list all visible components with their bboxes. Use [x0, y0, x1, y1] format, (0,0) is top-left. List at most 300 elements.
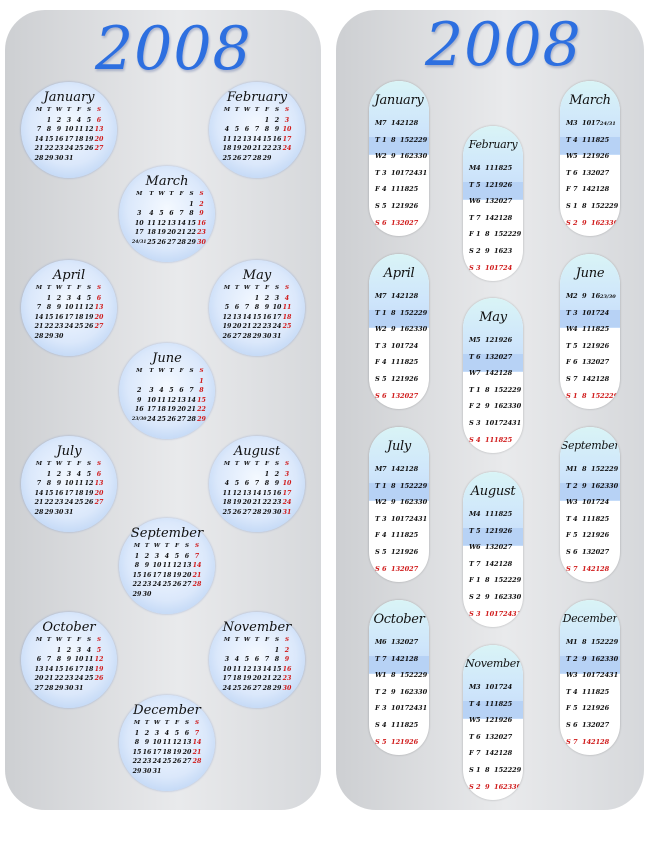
day-cell: 25 [409, 721, 419, 729]
month-name: December [133, 703, 201, 718]
day-cell: 18 [222, 145, 232, 152]
weekday-label: T [566, 654, 571, 663]
month-name: July [56, 444, 82, 459]
day-cell: 14 [187, 396, 196, 404]
day-cell: 14 [485, 559, 495, 568]
day-cell: 3 [284, 116, 290, 124]
day-cell: 30 [142, 590, 152, 598]
day-cell: 14 [582, 564, 592, 573]
day-cell: 23 [197, 229, 206, 236]
day-cell: 18 [400, 358, 410, 367]
weekday-row [375, 185, 418, 193]
day-cell: 19 [232, 145, 242, 152]
day-cell: 29 [272, 684, 282, 692]
weekday-label: M [136, 191, 143, 197]
day-cell: 10 [272, 304, 282, 311]
day-cell: 9 [391, 687, 396, 696]
day-cell: 18 [494, 699, 504, 708]
month-name: November [222, 620, 292, 635]
weekday-label: F [375, 358, 380, 367]
day-cell: 6 [96, 294, 102, 302]
day-cell: 16 [400, 687, 410, 696]
weekday-label: W [566, 325, 574, 334]
day-cell: 21 [400, 465, 410, 473]
day-cell: 22 [252, 323, 262, 330]
day-cell: 13 [167, 219, 176, 227]
weekday-label: S [86, 107, 92, 113]
weekday-label: W [55, 285, 63, 291]
weekday-label: T [234, 637, 240, 643]
day-cell: 12 [242, 665, 252, 673]
day-cell: 24 [282, 145, 292, 152]
weekday-label: T [234, 285, 240, 291]
day-cell: 21 [252, 499, 262, 506]
day-cell: 1 [264, 116, 270, 124]
day-cell [182, 767, 192, 777]
weekday-row [566, 375, 609, 383]
day-cell: 2 [199, 200, 204, 208]
day-cell: 2 [382, 325, 387, 334]
day-cell: 30 [54, 508, 64, 516]
day-cell: 30 [418, 325, 428, 334]
day-cell [74, 154, 84, 164]
day-cell: 4 [76, 116, 82, 124]
day-cell: 15 [252, 313, 262, 321]
weekday-row [469, 230, 521, 238]
day-cell: 3 [154, 552, 160, 560]
day-cell: 14 [582, 185, 592, 194]
weekday-row [375, 152, 427, 160]
weekday-label: W [55, 107, 63, 113]
month-name: June [575, 266, 605, 281]
day-cell [176, 200, 186, 210]
day-cell: 16 [262, 313, 272, 321]
day-cell: 7 [264, 656, 270, 663]
weekday-label: F [375, 531, 380, 540]
day-cell: 12 [391, 737, 401, 746]
day-cell: 23 [503, 402, 513, 411]
day-cell: 18 [162, 748, 172, 756]
day-cell: 23 [142, 581, 152, 588]
weekday-row [469, 353, 512, 361]
day-cell: 16 [591, 292, 601, 300]
day-cell: 5 [573, 152, 578, 161]
weekday-label: S [566, 375, 571, 383]
weekday-label: W [469, 543, 477, 552]
day-cell: 26 [222, 332, 232, 340]
day-cell: 6 [476, 197, 481, 206]
day-cell: 21 [242, 323, 252, 330]
day-cell: 1 [46, 116, 52, 124]
day-cell: 12 [485, 336, 495, 344]
day-cell: 13 [177, 396, 186, 404]
weekday-label: S [274, 107, 280, 113]
weekday-label: S [284, 637, 290, 643]
weekday-label: F [566, 185, 571, 194]
day-cell [252, 470, 262, 480]
day-cell: 21 [400, 654, 410, 663]
weekday-label: M [469, 336, 477, 344]
day-cell: 12 [582, 341, 592, 350]
day-cell: 23 [600, 654, 610, 663]
day-cell: 12 [582, 704, 592, 713]
day-cell [64, 332, 74, 342]
weekday-label: M [223, 637, 231, 643]
weekday-label: S [86, 285, 92, 291]
day-cell: 8 [485, 766, 490, 774]
day-cell: 29 [262, 154, 272, 162]
day-cell: 29 [197, 415, 206, 423]
weekday-label: M [566, 638, 574, 646]
weekday-label: T [164, 543, 170, 549]
weekday-row [469, 214, 512, 222]
day-cell: 7 [254, 126, 260, 133]
day-cell: 5 [382, 548, 387, 556]
weekday-label: M [566, 465, 574, 473]
day-cell: 7 [254, 480, 260, 487]
weekday-row [469, 783, 521, 791]
day-cell: 27 [94, 499, 104, 506]
day-cell: 8 [485, 230, 490, 239]
day-cell: 1 [46, 294, 52, 302]
day-cell: 7 [46, 656, 52, 663]
weekday-label: M [133, 720, 141, 726]
day-cell: 1 [46, 470, 52, 478]
weekday-label: W [375, 671, 383, 680]
day-cell: 6 [382, 218, 387, 227]
day-cell: 8 [56, 656, 62, 663]
day-cell: 1 [254, 294, 260, 302]
day-cell [192, 590, 202, 600]
day-cell: 17 [282, 135, 292, 143]
day-cell: 7 [573, 564, 578, 573]
day-cell: 20 [252, 675, 262, 682]
day-cell: 5 [382, 737, 387, 746]
day-cell: 31 [152, 767, 162, 775]
day-cell: 13 [182, 562, 192, 569]
day-cell: 17 [64, 489, 74, 497]
day-cell: 6 [573, 548, 578, 556]
day-cell: 29 [54, 684, 64, 692]
day-cell: 16 [494, 593, 504, 601]
month-grid [132, 367, 206, 424]
day-cell: 19 [157, 229, 166, 236]
day-cell: 9 [56, 126, 62, 133]
day-cell [232, 116, 242, 126]
day-cell: 16 [134, 406, 144, 413]
day-cell: 6 [254, 656, 260, 663]
day-cell: 3 [573, 308, 578, 317]
day-cell: 24 [503, 263, 513, 272]
day-cell: 8 [254, 304, 260, 311]
day-cell [282, 332, 292, 342]
day-cell: 4 [164, 552, 170, 560]
day-cell: 28 [409, 292, 419, 300]
day-cell: 20 [400, 638, 410, 646]
day-cell: 23 [409, 325, 419, 334]
day-cell: 5 [86, 470, 92, 478]
day-cell: 20 [494, 732, 504, 741]
day-cell: 1 [476, 576, 481, 585]
day-cell: 1 [382, 308, 387, 317]
day-cell: 7 [476, 749, 481, 758]
day-cell: 16 [54, 135, 64, 143]
day-cell: 4 [224, 126, 230, 133]
day-cell: 28 [44, 684, 54, 692]
month-grid [34, 106, 104, 163]
weekday-row [375, 342, 418, 350]
day-cell: 10 [282, 480, 292, 487]
day-cell: 3 [573, 498, 578, 507]
weekday-row [469, 560, 512, 568]
day-cell: 20 [400, 218, 410, 227]
day-cell: 9 [274, 126, 280, 133]
day-cell: 29 [609, 465, 619, 473]
day-cell: 26 [600, 341, 610, 350]
day-cell: 27 [409, 564, 419, 573]
weekday-label: S [375, 737, 380, 746]
weekday-row [566, 688, 609, 696]
weekday-label: M [375, 119, 383, 127]
day-cell: 14 [252, 135, 262, 143]
day-cell: 4 [164, 729, 170, 737]
day-cell: 20 [494, 543, 504, 552]
circle-month-february [209, 82, 305, 178]
day-cell: 4 [382, 531, 387, 540]
day-cell: 12 [84, 304, 94, 311]
day-cell: 15 [272, 665, 282, 673]
day-cell: 19 [222, 323, 232, 330]
day-cell: 31 [272, 332, 282, 340]
day-cell: 28 [192, 758, 202, 765]
weekday-label: F [469, 230, 474, 239]
day-cell: 20 [591, 358, 601, 367]
day-cell [94, 154, 104, 164]
day-cell: 1 [274, 646, 280, 654]
day-cell: 9 [391, 325, 396, 334]
day-cell: 17 [134, 229, 144, 236]
day-cell: 13 [34, 665, 44, 673]
day-cell: 22 [409, 671, 419, 680]
day-cell [84, 508, 94, 518]
circle-month-may [209, 260, 305, 356]
day-cell: 28 [409, 465, 419, 473]
weekday-row [375, 565, 418, 573]
weekday-label: M [375, 292, 383, 300]
weekday-label: S [96, 107, 102, 113]
weekday-row [375, 515, 427, 523]
day-cell: 17 [222, 675, 232, 682]
weekday-label: S [96, 285, 102, 291]
day-cell: 22 [503, 230, 513, 239]
day-cell: 31 [64, 508, 74, 516]
day-cell: 20 [400, 391, 410, 400]
day-cell: 9 [144, 739, 150, 746]
day-cell: 15 [262, 489, 272, 497]
weekday-label: F [265, 461, 269, 467]
day-cell: 12 [582, 531, 592, 540]
day-cell: 13 [582, 548, 592, 556]
weekday-row [375, 671, 427, 679]
day-cell: 24 [600, 671, 610, 680]
day-cell: 20 [232, 323, 242, 330]
day-cell: 8 [264, 126, 270, 133]
day-cell: 24 [147, 415, 156, 423]
day-cell: 6 [234, 304, 240, 311]
day-cell: 7 [179, 210, 184, 217]
day-cell: 22 [54, 675, 64, 682]
pill-month-september [560, 427, 620, 582]
day-cell [176, 377, 186, 387]
day-cell [34, 116, 44, 126]
day-cell: 25 [232, 684, 242, 692]
weekday-label: W [55, 637, 63, 643]
weekday-row [469, 386, 521, 394]
day-cell: 25 [74, 145, 84, 152]
day-cell: 25 [282, 323, 292, 330]
circle-month-september [119, 518, 215, 614]
month-name: March [569, 93, 611, 108]
month-grid [222, 284, 292, 341]
weekday-label: W [243, 285, 251, 291]
day-cell: 30 [512, 402, 522, 411]
day-cell: 2 [274, 470, 280, 478]
weekday-label: S [469, 435, 474, 444]
day-cell: 4 [476, 699, 481, 708]
day-cell: 14 [582, 375, 592, 383]
day-cell: 16 [494, 402, 504, 411]
pill-month-january [369, 81, 429, 236]
day-cell: 28 [409, 119, 419, 127]
weekday-label: T [566, 514, 571, 523]
day-cell: 8 [391, 135, 396, 144]
weekday-row [566, 482, 618, 490]
weekday-label: T [234, 461, 240, 467]
weekday-row [566, 704, 609, 712]
day-cell: 3 [66, 294, 72, 302]
day-cell: 13 [242, 489, 252, 497]
day-cell: 16 [197, 219, 206, 227]
day-cell: 18 [222, 499, 232, 506]
month-name: February [226, 90, 288, 105]
weekday-label: F [77, 107, 81, 113]
weekday-label: W [375, 498, 383, 507]
weekday-label: S [189, 368, 194, 374]
day-cell: 1 [264, 470, 270, 478]
day-cell: 6 [573, 168, 578, 177]
weekday-label: S [274, 461, 280, 467]
day-cell [166, 377, 176, 387]
day-cell: 27 [167, 238, 176, 246]
weekday-row [566, 219, 618, 227]
day-cell: 17 [494, 683, 504, 691]
day-cell: 18 [74, 135, 84, 143]
day-cell: 25 [409, 358, 419, 367]
weekday-label: T [375, 481, 380, 490]
year-title-left: 2008 [95, 14, 252, 84]
day-cell: 22 [197, 406, 206, 413]
day-cell: 1 [573, 391, 578, 400]
weekday-row [566, 152, 609, 160]
day-cell: 22 [262, 145, 272, 152]
day-cell: 17 [152, 571, 162, 579]
weekday-label: S [96, 637, 102, 643]
pill-month-july [369, 427, 429, 582]
circle-month-december [119, 695, 215, 791]
day-cell: 23 [600, 481, 610, 490]
weekday-label: M [223, 285, 231, 291]
weekday-label: T [566, 308, 571, 317]
day-cell [222, 470, 232, 480]
weekday-label: S [469, 593, 474, 601]
day-cell: 24 [409, 168, 419, 177]
day-cell: 3 [137, 210, 142, 217]
weekday-label: M [566, 119, 574, 127]
day-cell: 22 [409, 308, 419, 317]
day-cell: 5 [159, 210, 164, 217]
day-cell: 7 [476, 213, 481, 222]
day-cell: 16 [64, 665, 74, 673]
day-cell: 21 [400, 119, 410, 127]
day-cell: 10 [391, 704, 401, 713]
day-cell: 3 [284, 470, 290, 478]
weekday-label: M [566, 292, 574, 300]
weekday-row [469, 543, 512, 551]
day-cell: 25 [600, 687, 610, 696]
day-cell: 14 [192, 739, 202, 746]
day-cell: 30 [512, 782, 522, 791]
day-cell [34, 646, 44, 656]
weekday-row [566, 655, 618, 663]
day-cell: 3 [573, 119, 578, 127]
day-cell: 10 [152, 739, 162, 746]
day-cell: 15 [400, 481, 410, 490]
day-cell: 4 [573, 325, 578, 334]
year-title-right: 2008 [425, 10, 582, 80]
day-cell: 19 [494, 180, 504, 189]
day-cell: 5 [476, 526, 481, 535]
day-cell: 29 [132, 590, 142, 598]
day-cell: 2 [66, 646, 72, 654]
day-cell: 15 [132, 571, 142, 579]
day-cell: 22 [44, 145, 54, 152]
weekday-label: S [566, 218, 571, 227]
day-cell: 21 [591, 564, 601, 573]
day-cell: 12 [94, 656, 104, 663]
day-cell: 27 [252, 684, 262, 692]
day-cell: 31 [418, 704, 428, 713]
day-cell: 25 [409, 185, 419, 194]
day-cell: 22 [503, 576, 513, 585]
weekday-label: T [375, 341, 380, 350]
day-cell: 17 [272, 313, 282, 321]
weekday-label: F [179, 368, 184, 374]
day-cell: 18 [84, 665, 94, 673]
pill-month-august [463, 472, 523, 627]
weekday-label: S [469, 782, 474, 791]
weekday-row [375, 169, 427, 177]
pill-month-october [369, 600, 429, 755]
weekday-label: M [469, 164, 477, 172]
day-cell: 21 [34, 499, 44, 506]
weekday-label: S [199, 191, 204, 197]
day-cell: 26 [409, 202, 419, 210]
day-cell: 7 [194, 729, 200, 737]
day-cell: 29 [44, 154, 54, 162]
day-cell [222, 646, 232, 656]
pill-month-may [463, 298, 523, 453]
day-cell: 20 [182, 748, 192, 756]
